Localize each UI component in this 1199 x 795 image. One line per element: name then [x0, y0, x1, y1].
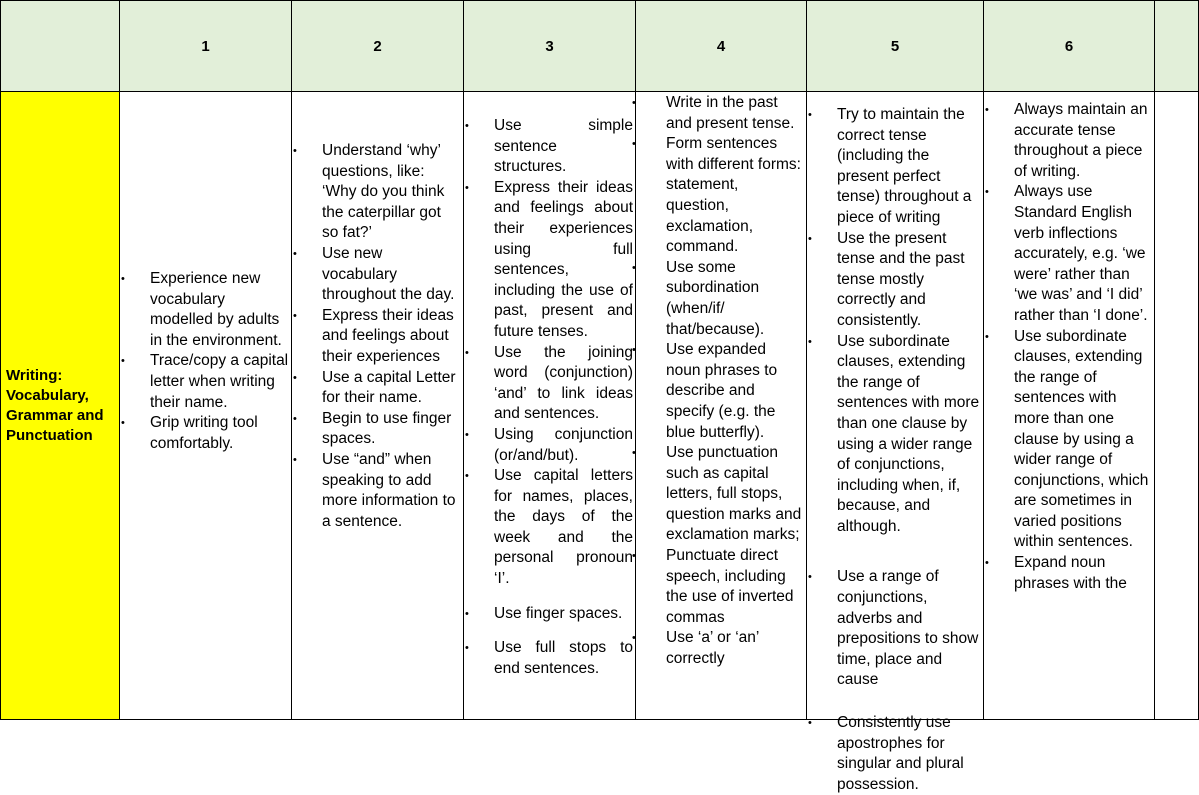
list-col-6	[984, 100, 1154, 594]
header-col-4: 4	[636, 1, 807, 92]
list-item: • Use subordinate clauses, extending the range of sentences with more than one clause by using a wider range of conjunctions, including when, if, because, and although.	[807, 332, 983, 538]
list-item: • Grip writing tool comfortably.	[120, 413, 291, 454]
header-col-2: 2	[292, 1, 464, 92]
cell-extra	[1155, 92, 1199, 720]
list-item: • Punctuate direct speech, including the use of inverted commas	[636, 546, 806, 628]
list-item: • Use a range of conjunctions, adverbs and prepositions to show time, place and cause	[807, 567, 983, 691]
list-col-5	[807, 105, 983, 795]
list-item: • Experience new vocabulary modelled by adults in the environment.	[120, 269, 291, 351]
header-col-1: 1	[120, 1, 292, 92]
list-item: • Use simple sentence structures.	[464, 116, 635, 178]
list-col-4	[636, 93, 806, 670]
cell-col-3	[464, 92, 636, 720]
cell-col-2	[292, 92, 464, 720]
list-item: • Form sentences with different forms: statement, question, exclamation, command.	[636, 134, 806, 258]
list-item: • Express their ideas and feelings about their experiences using full sentences, including the use of past, present and future tenses.	[464, 178, 635, 343]
list-item: • Use expanded noun phrases to describe and specify (e.g. the blue butterfly).	[636, 340, 806, 443]
list-item: • Trace/copy a capital letter when writing their name.	[120, 351, 291, 413]
header-col-5: 5	[807, 1, 984, 92]
list-item: • Express their ideas and feelings about their experiences	[292, 306, 463, 368]
list-item: • Use “and” when speaking to add more information to a sentence.	[292, 450, 463, 532]
list-item: • Use full stops to end sentences.	[464, 638, 635, 679]
list-item: • Understand ‘why’ questions, like: ‘Why do you think the caterpillar got so fat?’	[292, 141, 463, 244]
header-col-6: 6	[984, 1, 1155, 92]
cell-col-4	[636, 92, 807, 720]
list-col-2	[292, 141, 463, 532]
list-item: • Use some subordination (when/if/ that/because).	[636, 258, 806, 340]
list-item: • Use a capital Letter for their name.	[292, 368, 463, 409]
list-item: • Try to maintain the correct tense (including the present perfect tense) throughout a piece of writing	[807, 105, 983, 229]
list-item: • Use finger spaces.	[464, 604, 635, 625]
writing-row	[1, 92, 1199, 720]
list-item: • Always maintain an accurate tense throughout a piece of writing.	[984, 100, 1154, 182]
row-label: Writing: Vocabulary, Grammar and Punctuation	[1, 92, 120, 720]
list-item: • Use the present tense and the past tense mostly correctly and consistently.	[807, 229, 983, 332]
list-item: • Expand noun phrases with the	[984, 553, 1154, 594]
list-item: • Always use Standard English verb inflections accurately, e.g. ‘we were’ rather than ‘we was’ and ‘I did’ rather than ‘I done’.	[984, 182, 1154, 326]
list-item: • Write in the past and present tense.	[636, 93, 806, 134]
list-col-3	[464, 116, 635, 679]
cell-col-5	[807, 92, 984, 793]
list-item: • Consistently use apostrophes for singular and plural possession.	[807, 713, 983, 795]
header-col-3: 3	[464, 1, 636, 92]
list-item: • Use capital letters for names, places, the days of the week and the personal pronoun ‘I’.	[464, 466, 635, 590]
list-item: • Use ‘a’ or ‘an’ correctly	[636, 628, 806, 669]
list-item: • Use subordinate clauses, extending the range of sentences with more than one clause by using a wider range of conjunctions, which are sometimes in varied positions within sentences.	[984, 327, 1154, 554]
list-item: • Use the joining word (conjunction) ‘and’ to link ideas and sentences.	[464, 343, 635, 425]
cell-col-1	[120, 92, 292, 720]
list-col-1	[120, 269, 291, 454]
header-extra-cell	[1155, 1, 1199, 92]
cell-col-6	[984, 92, 1155, 720]
header-row	[1, 1, 1199, 92]
list-item: • Use new vocabulary throughout the day.	[292, 244, 463, 306]
list-item: • Use punctuation such as capital letters, full stops, question marks and exclamation marks;	[636, 443, 806, 546]
list-item: • Begin to use finger spaces.	[292, 409, 463, 450]
list-item: • Using conjunction (or/and/but).	[464, 425, 635, 466]
header-corner-cell	[1, 1, 120, 92]
